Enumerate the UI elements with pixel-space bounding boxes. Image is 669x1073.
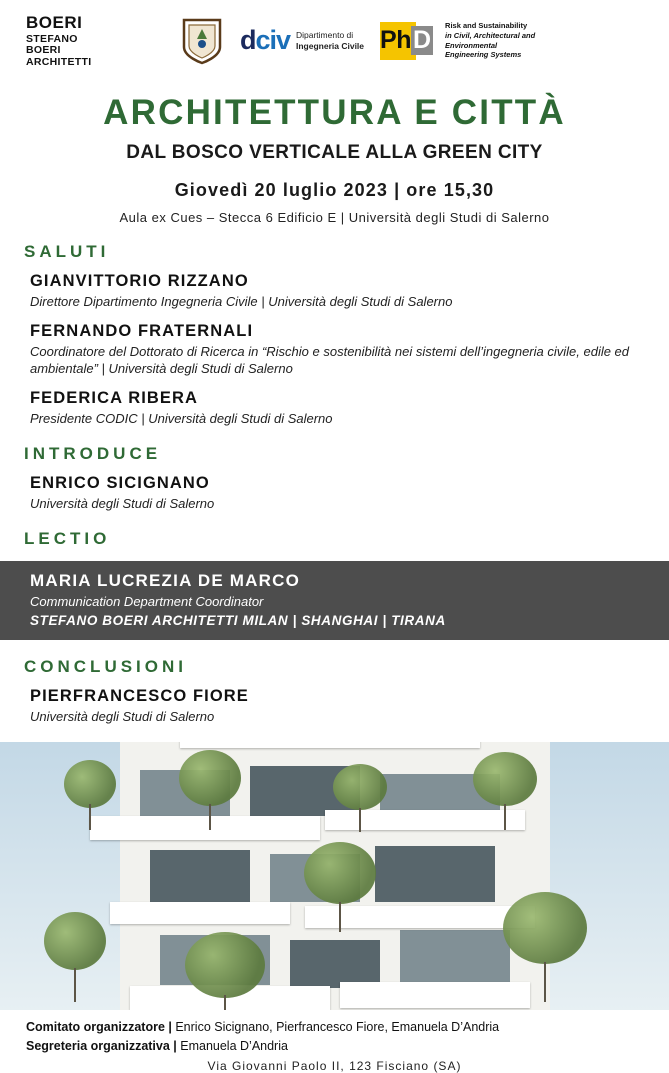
section-heading-conclusioni: CONCLUSIONI [24,656,187,676]
section-heading-lectio: LECTIO [24,529,111,549]
boeri-logo-line1: BOERI [26,12,83,32]
poster-subtitle: DAL BOSCO VERTICALE ALLA GREEN CITY [126,142,543,164]
lectio-speaker-name: MARIA LUCREZIA DE MARCO [30,571,300,591]
phd-letter-h: h [396,26,411,55]
speaker-role: Coordinatore del Dottorato di Ricerca in “Rischio e sostenibilità nei sistemi dell’ingegneria civile, edile ed ambientale” | Università degli Studi di Salerno [30,343,630,377]
university-crest-icon [180,16,224,66]
speaker-role: Presidente CODIC | Università degli Studi di Salerno [30,410,333,426]
dciv-mark [240,25,290,56]
dciv-logo [240,25,364,56]
speaker-role: Direttore Dipartimento Ingegneria Civile | Università degli Studi di Salerno [30,294,453,310]
phd-text-line1: Risk and Sustainability [445,21,528,31]
boeri-logo-line2: STEFANO BOERI ARCHITETTI [26,32,92,69]
secretary-line [26,1039,643,1053]
vertical-forest-photo [0,742,669,1010]
photo-tree [330,764,390,832]
speaker-name: FERNANDO FRATERNALI [30,321,254,340]
speaker-entry [24,389,645,427]
dciv-text-line1: Dipartimento di [296,30,354,41]
lectio-speaker-firm: STEFANO BOERI ARCHITETTI MILAN | SHANGHAI | TIRANA [30,612,446,628]
phd-letter-p: P [380,26,397,55]
phd-letters [380,22,438,60]
organizing-committee-line [26,1020,643,1034]
event-venue: Aula ex Cues – Stecca 6 Edificio E | Università degli Studi di Salerno [119,210,550,226]
phd-text [445,21,575,60]
dciv-mark-civ: civ [255,25,290,56]
secretary-names: Emanuela D’Andria [176,1039,288,1053]
phd-letter-d: D [413,26,431,55]
speaker-name: GIANVITTORIO RIZZANO [30,272,249,291]
speaker-entry [24,322,645,378]
speaker-name: PIERFRANCESCO FIORE [30,686,249,705]
photo-tree [60,760,120,830]
lectio-speaker-role: Communication Department Coordinator [30,594,264,610]
phd-text-line2: in Civil, Architectural and Environmental [445,30,536,50]
poster-title: ARCHITETTURA E CITTÀ [103,93,566,133]
boeri-logo [26,13,112,69]
speaker-entry [24,272,645,310]
institution-logos [112,16,643,66]
footer-address: Via Giovanni Paolo II, 123 Fisciano (SA) [207,1059,462,1073]
phd-text-line3: Engineering Systems [445,50,522,60]
photo-tree [300,842,380,932]
lectio-speaker-band [0,561,669,639]
photo-tree [500,892,590,1002]
event-date: Giovedì 20 luglio 2023 | ore 15,30 [174,180,495,201]
organizing-committee-label: Comitato organizzatore | [26,1020,172,1034]
speaker-entry [24,474,645,512]
photo-tree [180,932,270,1010]
phd-logo [380,21,575,60]
secretary-label: Segreteria organizzativa | [26,1039,177,1053]
photo-tree [40,912,110,1002]
program-body [0,225,669,559]
logo-header [0,0,669,81]
speaker-name: FEDERICA RIBERA [30,388,199,407]
section-heading-introduce: INTRODUCE [24,444,162,463]
dciv-mark-d: d [239,25,256,56]
organizing-committee-names: Enrico Sicignano, Pierfrancesco Fiore, Emanuela D’Andria [171,1020,500,1034]
footer [0,1010,669,1073]
dciv-text-line2: Ingegneria Civile [296,40,365,51]
section-heading-saluti: SALUTI [24,242,110,262]
speaker-entry [24,687,645,725]
photo-tree [470,752,540,830]
dciv-text [296,30,364,51]
speaker-name: ENRICO SICIGNANO [30,474,210,492]
speaker-role: Università degli Studi di Salerno [30,708,215,724]
photo-tree [175,750,245,830]
conclusioni-body [0,640,669,736]
speaker-role: Università degli Studi di Salerno [30,496,215,511]
phd-mark [380,22,438,60]
